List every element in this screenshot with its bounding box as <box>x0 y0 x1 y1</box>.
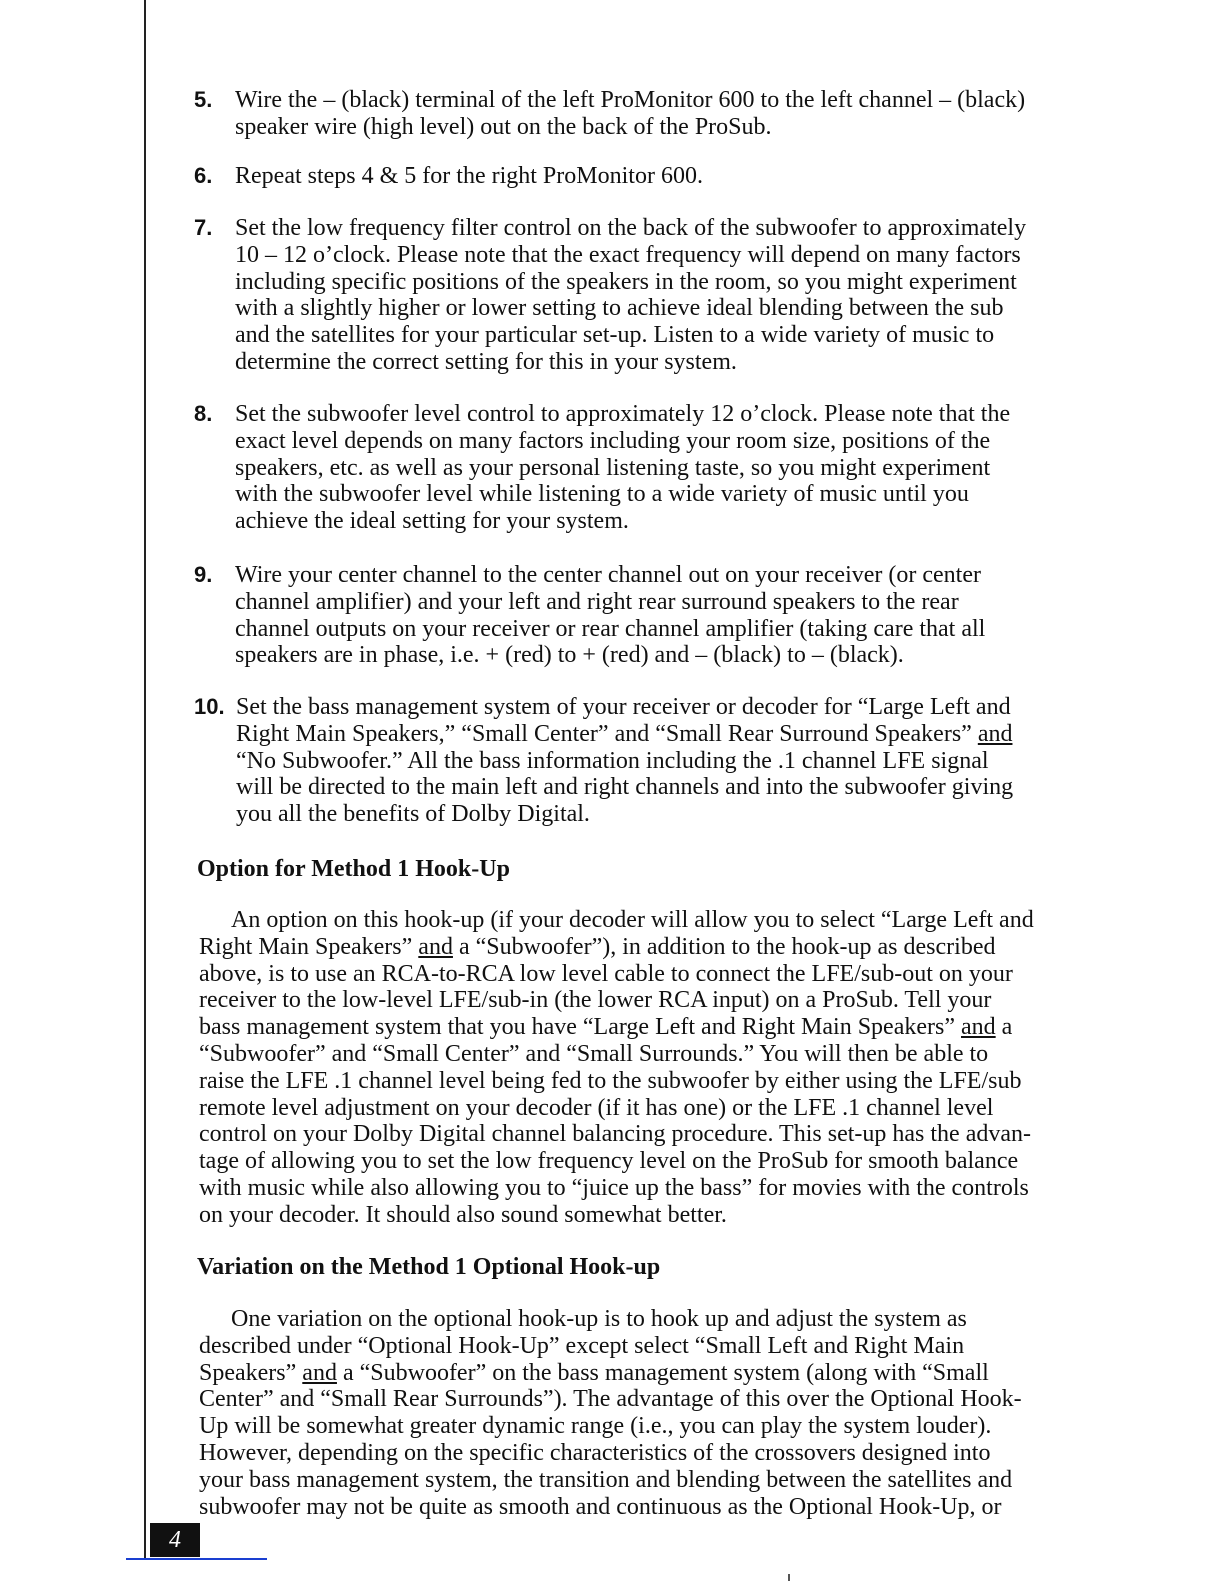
step-text <box>235 87 1074 141</box>
text-line: Right Main Speakers” <box>199 933 419 960</box>
text-line: Right Main Speakers,” “Small Center” and “Small Rear Surround Speakers” <box>236 720 978 747</box>
step-6 <box>194 163 1074 190</box>
text-line: 10 – 12 o’clock. Please note that the exact frequency will depend on many factors <box>235 241 1021 268</box>
text-line: One variation on the optional hook-up is to hook up and adjust the system as <box>231 1306 967 1332</box>
section-heading-option-method-1: Option for Method 1 Hook-Up <box>197 856 510 882</box>
step-number: 6. <box>194 163 213 188</box>
step-number: 5. <box>194 87 213 112</box>
scan-mark <box>788 1574 790 1581</box>
text-line: speakers are in phase, i.e. + (red) to + (red) and – (black) to – (black). <box>235 642 904 669</box>
text-line: and the satellites for your particular set-up. Listen to a wide variety of music to <box>235 322 995 349</box>
text-line: An option on this hook-up (if your decoder will allow you to select “Large Left and <box>231 907 1034 933</box>
text-line: your bass management system, the transition and blending between the satellites and <box>199 1466 1013 1493</box>
text-line: Up will be somewhat greater dynamic range (i.e., you can play the system louder). <box>199 1413 992 1440</box>
paragraph-variation-method-1 <box>199 1306 1079 1520</box>
text-line: bass management system that you have “Large Left and Right Main Speakers” <box>199 1014 961 1041</box>
page-number: 4 <box>150 1523 200 1557</box>
text-line: on your decoder. It should also sound somewhat better. <box>199 1201 727 1228</box>
step-9 <box>194 562 1074 669</box>
text-line: Center” and “Small Rear Surrounds”). The advantage of this over the Optional Hook- <box>199 1386 1022 1413</box>
text-line: a <box>995 1014 1013 1041</box>
text-line: a “Subwoofer” on the bass management system (along with “Small <box>336 1359 989 1386</box>
text-line: Wire the – (black) terminal of the left ProMonitor 600 to the left channel – (black) <box>235 87 1026 113</box>
step-text <box>235 401 1074 535</box>
step-number: 10. <box>194 694 225 719</box>
text-line: determine the correct setting for this in your system. <box>235 348 737 375</box>
text-line: a “Subwoofer”), in addition to the hook-up as described <box>452 933 996 960</box>
step-text <box>235 562 1074 669</box>
step-text <box>236 694 1074 828</box>
text-line: Set the bass management system of your receiver or decoder for “Large Left and <box>236 694 1011 720</box>
underlined-and: and <box>418 933 453 960</box>
text-line: exact level depends on many factors including your room size, positions of the <box>235 427 991 454</box>
left-margin-rule <box>144 0 146 1558</box>
text-line: “No Subwoofer.” All the bass information including the .1 channel LFE signal <box>236 747 989 774</box>
step-7 <box>194 215 1074 376</box>
underlined-and: and <box>302 1359 337 1386</box>
text-line: Set the subwoofer level control to approximately 12 o’clock. Please note that the <box>235 401 1011 427</box>
text-line: receiver to the low-level LFE/sub-in (the lower RCA input) on a ProSub. Tell your <box>199 987 992 1014</box>
text-line: achieve the ideal setting for your system. <box>235 508 629 535</box>
text-line: channel amplifier) and your left and right rear surround speakers to the rear <box>235 588 959 615</box>
text-line: speakers, etc. as well as your personal listening taste, so you might experiment <box>235 454 991 481</box>
text-line: However, depending on the specific characteristics of the crossovers designed into <box>199 1439 991 1466</box>
text-line: speaker wire (high level) out on the back of the ProSub. <box>235 113 772 140</box>
step-text <box>235 163 1074 190</box>
text-line: with the subwoofer level while listening to a wide variety of music until you <box>235 481 969 508</box>
text-line: including specific positions of the speakers in the room, so you might experiment <box>235 268 1017 295</box>
text-line: Speakers” <box>199 1359 303 1386</box>
text-line: raise the LFE .1 channel level being fed to the subwoofer by either using the LFE/sub <box>199 1067 1022 1094</box>
step-5 <box>194 87 1074 141</box>
text-line: with a slightly higher or lower setting to achieve ideal blending between the sub <box>235 295 1004 322</box>
step-10 <box>194 694 1074 828</box>
step-number: 8. <box>194 401 213 426</box>
step-number: 7. <box>194 215 213 240</box>
step-text <box>235 215 1074 376</box>
text-line: will be directed to the main left and right channels and into the subwoofer giving <box>236 774 1014 801</box>
underlined-and: and <box>977 720 1013 747</box>
text-line: tage of allowing you to set the low frequency level on the ProSub for smooth balance <box>199 1148 1019 1175</box>
text-line: subwoofer may not be quite as smooth and continuous as the Optional Hook-Up, or <box>199 1493 1002 1520</box>
text-line: control on your Dolby Digital channel balancing procedure. This set-up has the advan- <box>199 1121 1031 1148</box>
text-line: “Subwoofer” and “Small Center” and “Small Surrounds.” You will then be able to <box>199 1040 989 1067</box>
text-line: with music while also allowing you to “juice up the bass” for movies with the controls <box>199 1174 1029 1201</box>
paragraph-option-method-1 <box>199 907 1079 1229</box>
text-line: remote level adjustment on your decoder (if it has one) or the LFE .1 channel level <box>199 1094 994 1121</box>
text-line: described under “Optional Hook-Up” except select “Small Left and Right Main <box>199 1332 965 1359</box>
text-line: above, is to use an RCA-to-RCA low level cable to connect the LFE/sub-out on your <box>199 960 1013 987</box>
underlined-and: and <box>961 1014 996 1041</box>
text-line: you all the benefits of Dolby Digital. <box>236 801 590 828</box>
section-heading-variation-method-1: Variation on the Method 1 Optional Hook-up <box>197 1254 661 1280</box>
step-8 <box>194 401 1074 535</box>
text-line: Wire your center channel to the center channel out on your receiver (or center <box>235 562 981 588</box>
bottom-rule <box>126 1558 267 1560</box>
text-line: channel outputs on your receiver or rear channel amplifier (taking care that all <box>235 615 986 642</box>
text-line: Set the low frequency filter control on the back of the subwoofer to approximately <box>235 215 1027 241</box>
text-line: Repeat steps 4 & 5 for the right ProMonitor 600. <box>235 163 703 189</box>
step-number: 9. <box>194 562 213 587</box>
